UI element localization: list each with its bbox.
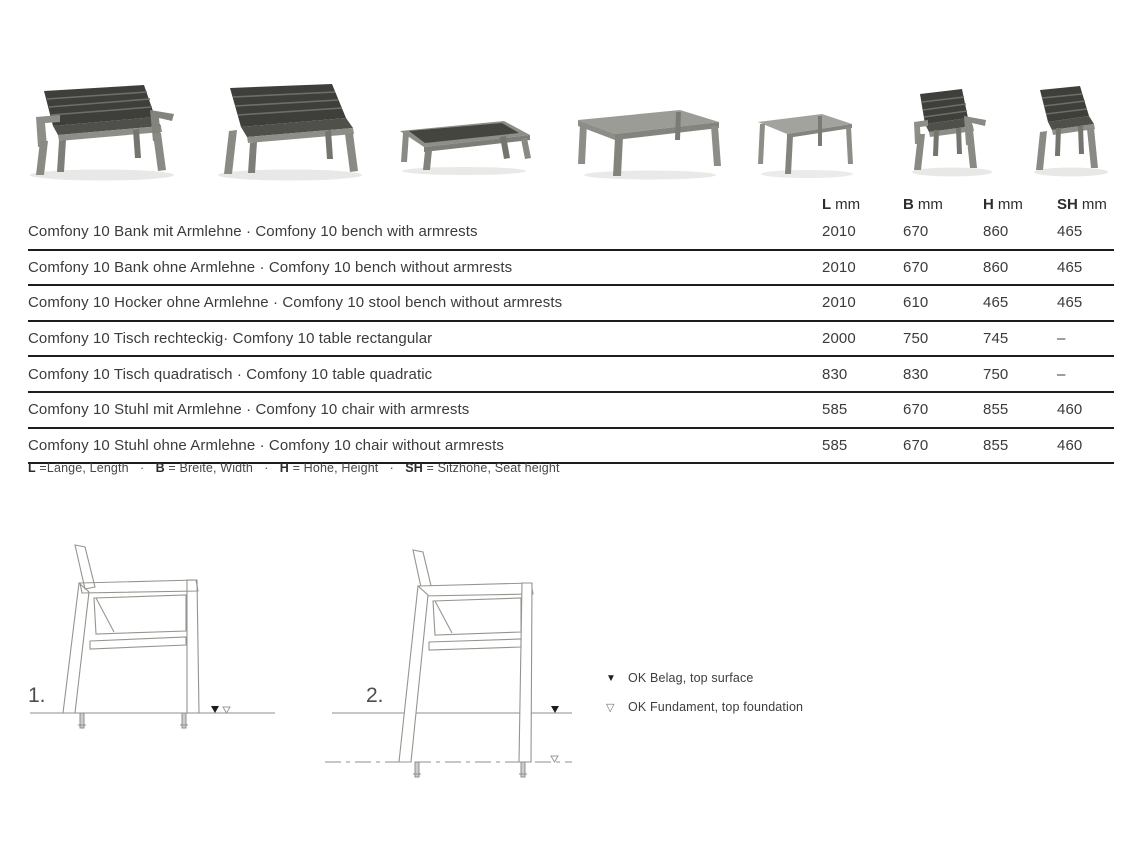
product-image-stool-bench [392,116,534,176]
height-value-cell: 750 [983,365,1009,383]
width-value-cell: 670 [903,401,929,419]
footnote-text: = Breite, Width [164,461,253,475]
seat-height-value-cell: – [1057,365,1066,383]
legend-item-top-foundation [606,699,803,715]
top-surface-marker-icon [211,706,219,713]
footnote-separator: · [256,461,276,475]
width-value-cell: 670 [903,436,929,454]
length-value-cell: 2010 [822,258,856,276]
footnote-key: SH [405,461,423,475]
table-row [28,215,1114,251]
length-value-cell: 585 [822,436,848,454]
product-name-cell: Comfony 10 Bank ohne Armlehne · Comfony 10 bench without armrests [28,258,513,276]
length-value-cell: 2010 [822,223,856,241]
top-surface-marker-icon [551,706,559,713]
length-value-cell: 585 [822,401,848,419]
seat-height-value-cell: – [1057,330,1066,348]
footnote-text: = Sitzhöhe, Seat height [422,461,560,475]
length-value-cell: 2000 [822,330,856,348]
width-value-cell: 670 [903,223,929,241]
table-row [28,357,1114,393]
product-image-table-quadratic [752,108,860,178]
width-value-cell: 610 [903,294,929,312]
top-foundation-marker-icon [223,707,230,713]
product-name-cell: Comfony 10 Hocker ohne Armlehne · Comfony 10 stool bench without armrests [28,294,563,312]
width-value-cell: 670 [903,258,929,276]
dimension-key-footnote [28,461,560,475]
product-image-chair-with-armrests [902,86,998,178]
height-value-cell: 860 [983,258,1009,276]
footnote-separator: · [132,461,152,475]
seat-height-value-cell: 460 [1057,436,1083,454]
footnote-key: H [279,461,289,475]
table-row [28,429,1114,465]
height-value-cell: 465 [983,294,1009,312]
width-value-cell: 750 [903,330,929,348]
product-image-table-rectangular [572,104,726,180]
footnote-key: L [28,461,36,475]
legend-label-top-surface: OK Belag, top surface [628,671,754,685]
legend-item-top-surface [606,670,803,686]
table-rows [28,215,1114,464]
seat-height-value-cell: 460 [1057,401,1083,419]
installation-drawing-1 [22,540,282,750]
dimensions-table [28,186,1114,464]
open-triangle-icon: ▽ [606,701,615,714]
seat-height-value-cell: 465 [1057,223,1083,241]
drawing-legend [606,670,803,728]
table-row [28,393,1114,429]
seat-height-value-cell: 465 [1057,258,1083,276]
top-foundation-marker-icon [551,756,558,762]
length-value-cell: 830 [822,365,848,383]
product-name-cell: Comfony 10 Tisch quadratisch · Comfony 10 table quadratic [28,365,433,383]
width-value-cell: 830 [903,365,929,383]
col-header-seat-height: SH mm [1057,196,1107,213]
col-header-height: H mm [983,196,1023,213]
product-image-bench-with-armrests [14,84,186,182]
footnote-text: =Länge, Length [35,461,129,475]
length-value-cell: 2010 [822,294,856,312]
height-value-cell: 855 [983,436,1009,454]
seat-height-value-cell: 465 [1057,294,1083,312]
product-image-chair-without-armrests [1026,86,1114,178]
height-value-cell: 860 [983,223,1009,241]
filled-triangle-icon: ▼ [606,672,616,684]
legend-label-top-foundation: OK Fundament, top foundation [628,700,804,714]
figure-1-label: 1. [28,684,46,707]
table-row [28,322,1114,358]
col-header-width: B mm [903,196,943,213]
height-value-cell: 855 [983,401,1009,419]
height-value-cell: 745 [983,330,1009,348]
product-name-cell: Comfony 10 Stuhl ohne Armlehne · Comfony 10 chair without armrests [28,436,504,454]
product-name-cell: Comfony 10 Tisch rechteckig· Comfony 10 table rectangular [28,330,433,348]
footnote-key: B [155,461,165,475]
installation-drawing-2 [325,540,595,795]
col-header-length: L mm [822,196,861,213]
table-row [28,286,1114,322]
product-name-cell: Comfony 10 Bank mit Armlehne · Comfony 10 bench with armrests [28,223,478,241]
figure-2-label: 2. [366,684,384,707]
product-name-cell: Comfony 10 Stuhl mit Armlehne · Comfony 10 chair with armrests [28,401,470,419]
footnote-separator: · [382,461,402,475]
footnote-text: = Höhe, Height [288,461,379,475]
table-row [28,251,1114,287]
product-image-bench-without-armrests [204,84,376,182]
table-header [28,186,1114,215]
